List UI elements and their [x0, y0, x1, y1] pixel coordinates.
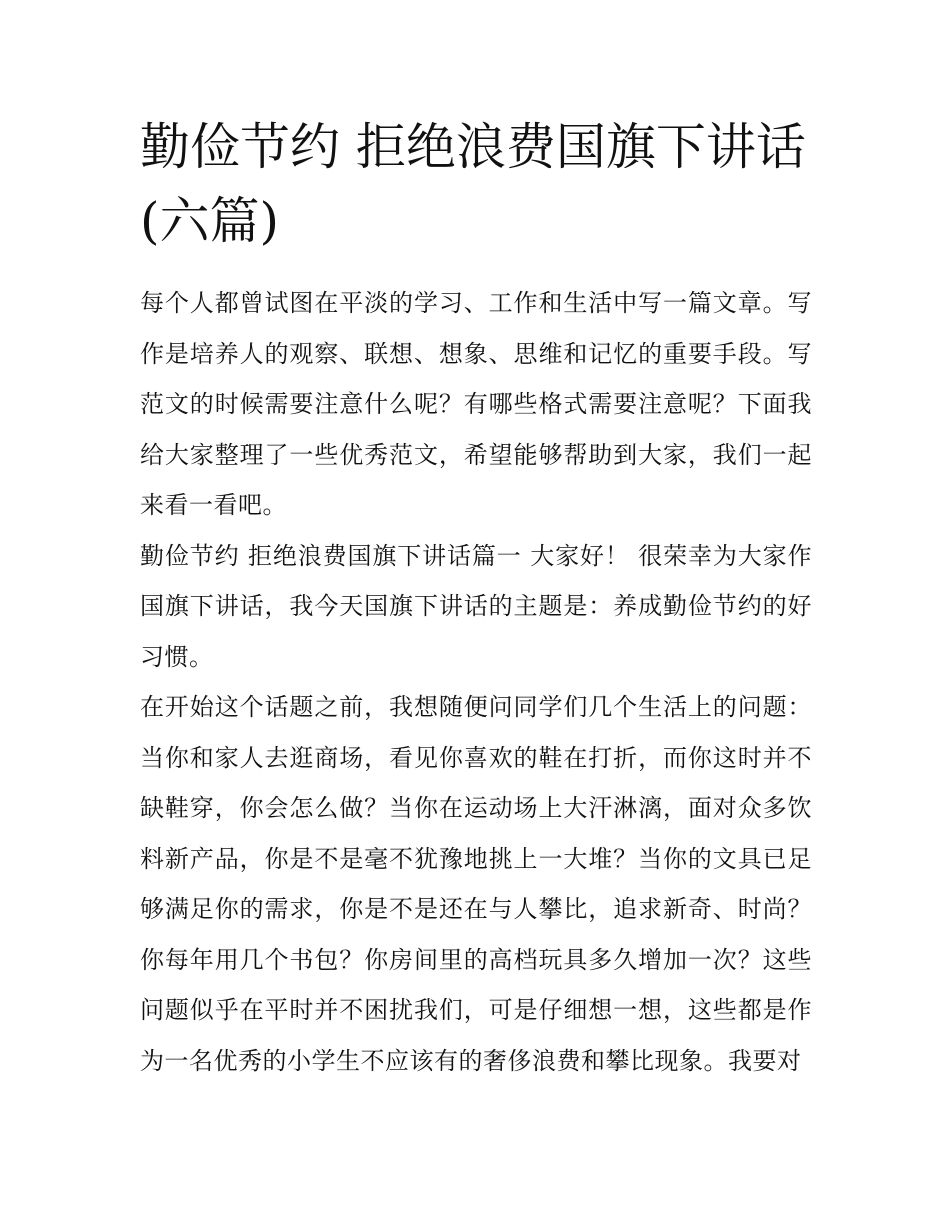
paragraph-intro: 每个人都曾试图在平淡的学习、工作和生活中写一篇文章。写作是培养人的观察、联想、想象、思维和记忆的重要手段。写范文的时候需要注意什么呢？有哪些格式需要注意呢？下面我给大家整理了一些优秀范文，希望能够帮助到大家，我们一起来看一看吧。: [140, 289, 812, 519]
paragraph-questions: 在开始这个话题之前，我想随便问同学们几个生活上的问题：当你和家人去逛商场，看见你喜欢的鞋在打折，而你这时并不缺鞋穿，你会怎么做？当你在运动场上大汗淋漓，面对众多饮料新产品，你是不是毫不犹豫地挑上一大堆？当你的文具已足够满足你的需求，你是不是还在与人攀比，追求新奇、时尚？你每年用几个书包？你房间里的高档玩具多久增加一次？这些问题似乎在平时并不困扰我们，可是仔细想一想，这些都是作为一名优秀的小学生不应该有的奢侈浪费和攀比现象。我要对: [140, 693, 812, 1075]
document-title: 勤俭节约 拒绝浪费国旗下讲话(六篇): [140, 118, 806, 250]
document-page: [140, 110, 812, 1086]
paragraph-speech-opening: 勤俭节约 拒绝浪费国旗下讲话篇一 大家好！ 很荣幸为大家作国旗下讲话，我今天国旗下讲话的主题是：养成勤俭节约的好习惯。: [140, 541, 812, 671]
